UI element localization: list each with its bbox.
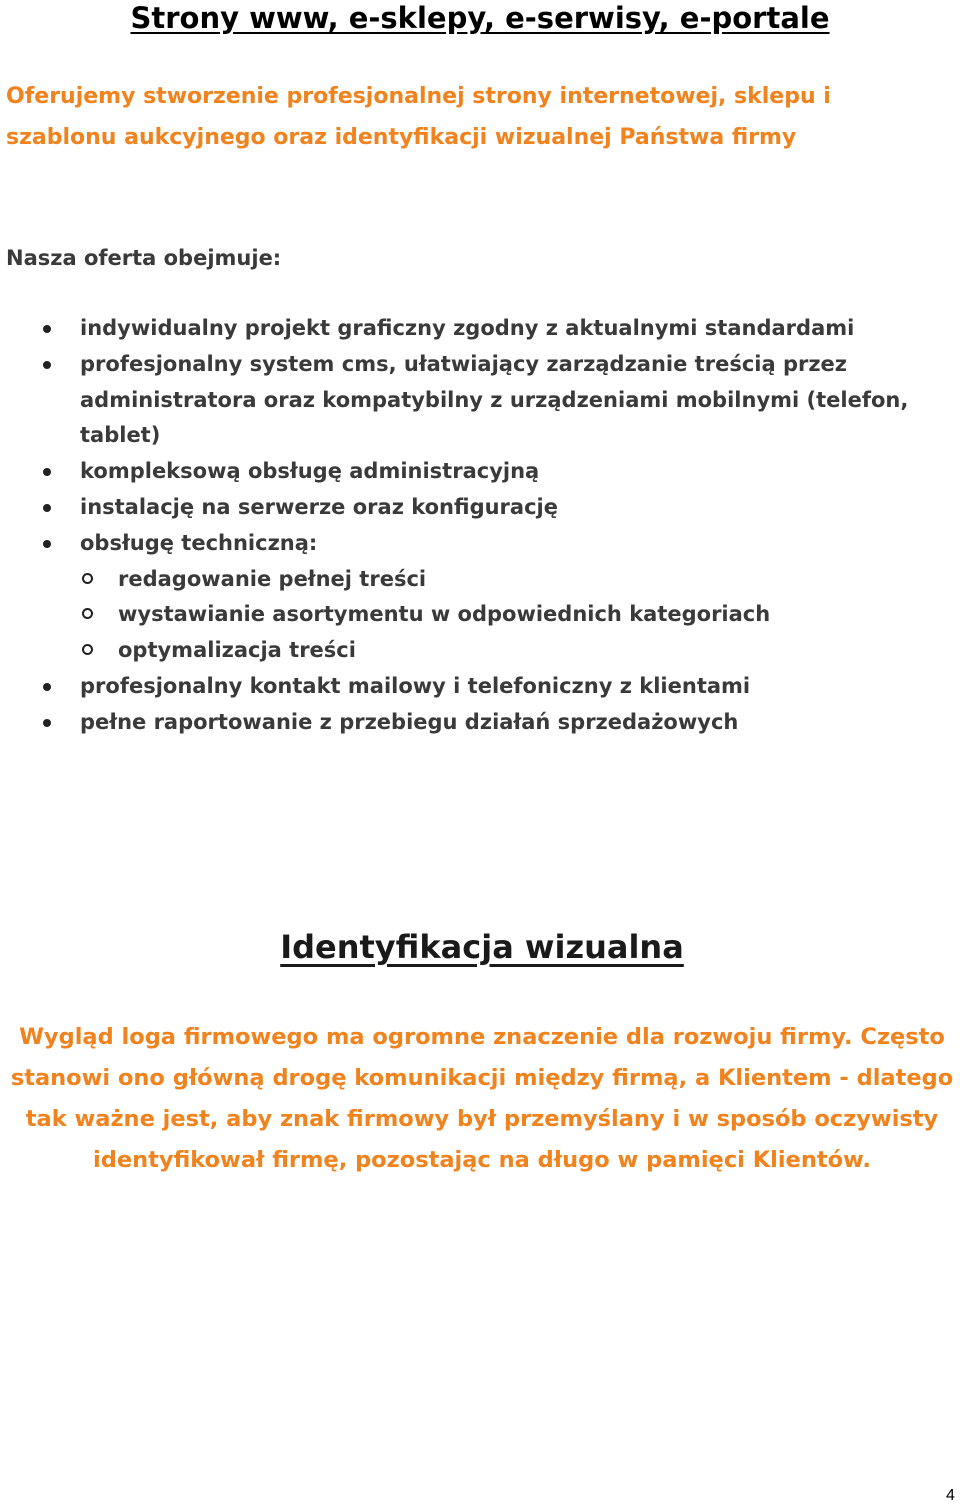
offer-item-text: instalację na serwerze oraz konfigurację	[80, 494, 558, 519]
technical-sub-list	[80, 562, 930, 669]
sub-item-text: redagowanie pełnej treści	[118, 566, 427, 591]
offer-item-text: obsługę techniczną:	[80, 530, 318, 555]
offer-item	[0, 347, 930, 454]
offer-item-text: kompleksową obsługę administracyjną	[80, 459, 540, 484]
ring-bullet-icon	[82, 644, 93, 655]
offer-item	[0, 490, 930, 526]
ring-bullet-icon	[82, 608, 93, 619]
offer-item	[0, 526, 930, 669]
offer-heading: Nasza oferta obejmuje:	[6, 246, 282, 270]
section-title: Identyfikacja wizualna	[280, 928, 684, 966]
offer-item	[0, 454, 930, 490]
sub-item	[80, 562, 930, 598]
ring-bullet-icon	[82, 573, 93, 584]
sub-item	[80, 597, 930, 633]
offer-item	[0, 705, 930, 741]
bullet-icon	[43, 361, 51, 369]
sub-item	[80, 633, 930, 669]
intro-text: Oferujemy stworzenie profesjonalnej strony internetowej, sklepu i szablonu aukcyjnego oraz identyfikacji wizualnej Państwa firmy	[6, 84, 831, 150]
bullet-icon	[43, 504, 51, 512]
offer-item	[0, 311, 930, 347]
offer-list	[0, 311, 930, 741]
bullet-icon	[43, 683, 51, 691]
bullet-icon	[43, 540, 51, 548]
page-number: 4	[946, 1487, 955, 1504]
logo-description: Wygląd loga firmowego ma ogromne znaczenie dla rozwoju firmy. Często stanowi ono główną drogę komunikacji między firmą, a Klientem - dlatego tak ważne jest, aby znak firmowy był przemyślany i w sposób oczywisty identyfikował firmę, pozostając na długo w pamięci Klientów.	[10, 1024, 954, 1173]
sub-item-text: optymalizacja treści	[118, 638, 356, 663]
offer-item-text: profesjonalny system cms, ułatwiający zarządzanie treścią przez administratora oraz kompatybilny z urządzeniami mobilnymi (telefon, tablet)	[80, 351, 909, 448]
offer-item	[0, 669, 930, 705]
page-title: Strony www, e-sklepy, e-serwisy, e-portale	[130, 1, 830, 35]
sub-item-text: wystawianie asortymentu w odpowiednich kategoriach	[118, 602, 771, 627]
offer-item-text: pełne raportowanie z przebiegu działań sprzedażowych	[80, 709, 739, 734]
offer-item-text: profesjonalny kontakt mailowy i telefoniczny z klientami	[80, 673, 751, 698]
bullet-icon	[43, 719, 51, 727]
bullet-icon	[43, 325, 51, 333]
bullet-icon	[43, 468, 51, 476]
offer-item-text: indywidualny projekt graficzny zgodny z aktualnymi standardami	[80, 316, 855, 340]
